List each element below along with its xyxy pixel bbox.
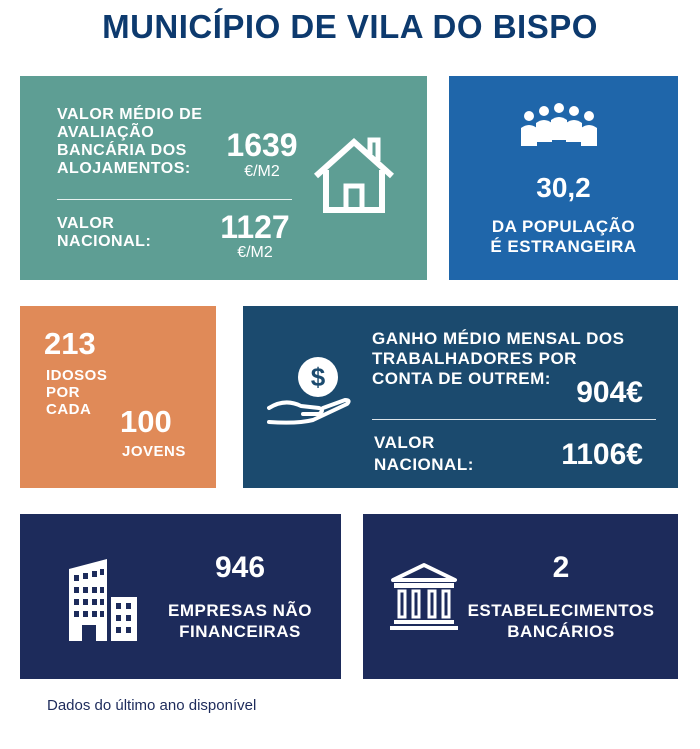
footer-note: Dados do último ano disponível bbox=[47, 697, 257, 714]
housing-national-value: 1127 bbox=[220, 209, 290, 245]
housing-divider bbox=[57, 199, 292, 200]
housing-national-label: VALOR NACIONAL: bbox=[57, 215, 152, 250]
housing-unit: €/M2 bbox=[244, 163, 280, 180]
aging-label-young: JOVENS bbox=[122, 443, 186, 460]
banks-label: ESTABELECIMENTOS BANCÁRIOS bbox=[467, 601, 655, 641]
earnings-national-value: 1106€ bbox=[561, 438, 643, 471]
buildings-icon bbox=[67, 557, 139, 643]
earnings-national-label: VALOR NACIONAL: bbox=[374, 433, 474, 474]
svg-text:$: $ bbox=[310, 362, 326, 392]
aging-value-young: 100 bbox=[120, 404, 172, 439]
aging-index-card bbox=[20, 306, 216, 488]
companies-label: EMPRESAS NÃO FINANCEIRAS bbox=[168, 601, 312, 641]
housing-national-unit: €/M2 bbox=[237, 244, 273, 261]
foreign-value: 30,2 bbox=[536, 172, 591, 203]
banks-value: 2 bbox=[552, 551, 570, 584]
page-title: MUNICÍPIO DE VILA DO BISPO bbox=[102, 8, 598, 45]
companies-value: 946 bbox=[214, 551, 266, 584]
earnings-label: GANHO MÉDIO MENSAL DOS TRABALHADORES POR CONTA DE OUTREM: bbox=[372, 329, 625, 388]
people-group-icon bbox=[519, 102, 599, 148]
foreign-population-card bbox=[449, 76, 678, 280]
housing-label: VALOR MÉDIO DE AVALIAÇÃO BANCÁRIA DOS ALOJAMENTOS: bbox=[57, 106, 203, 177]
housing-value-card bbox=[20, 76, 427, 280]
house-icon bbox=[312, 134, 396, 214]
banks-card bbox=[363, 514, 678, 679]
companies-card bbox=[20, 514, 341, 679]
earnings-value: 904€ bbox=[576, 376, 643, 409]
bank-icon bbox=[389, 562, 459, 630]
earnings-divider bbox=[372, 419, 656, 420]
aging-value: 213 bbox=[44, 326, 96, 361]
earnings-card bbox=[243, 306, 678, 488]
aging-label: IDOSOS POR CADA bbox=[46, 367, 108, 418]
foreign-label: DA POPULAÇÃO É ESTRANGEIRA bbox=[490, 217, 637, 256]
money-hand-icon bbox=[267, 356, 351, 426]
housing-value: 1639 bbox=[226, 127, 298, 163]
